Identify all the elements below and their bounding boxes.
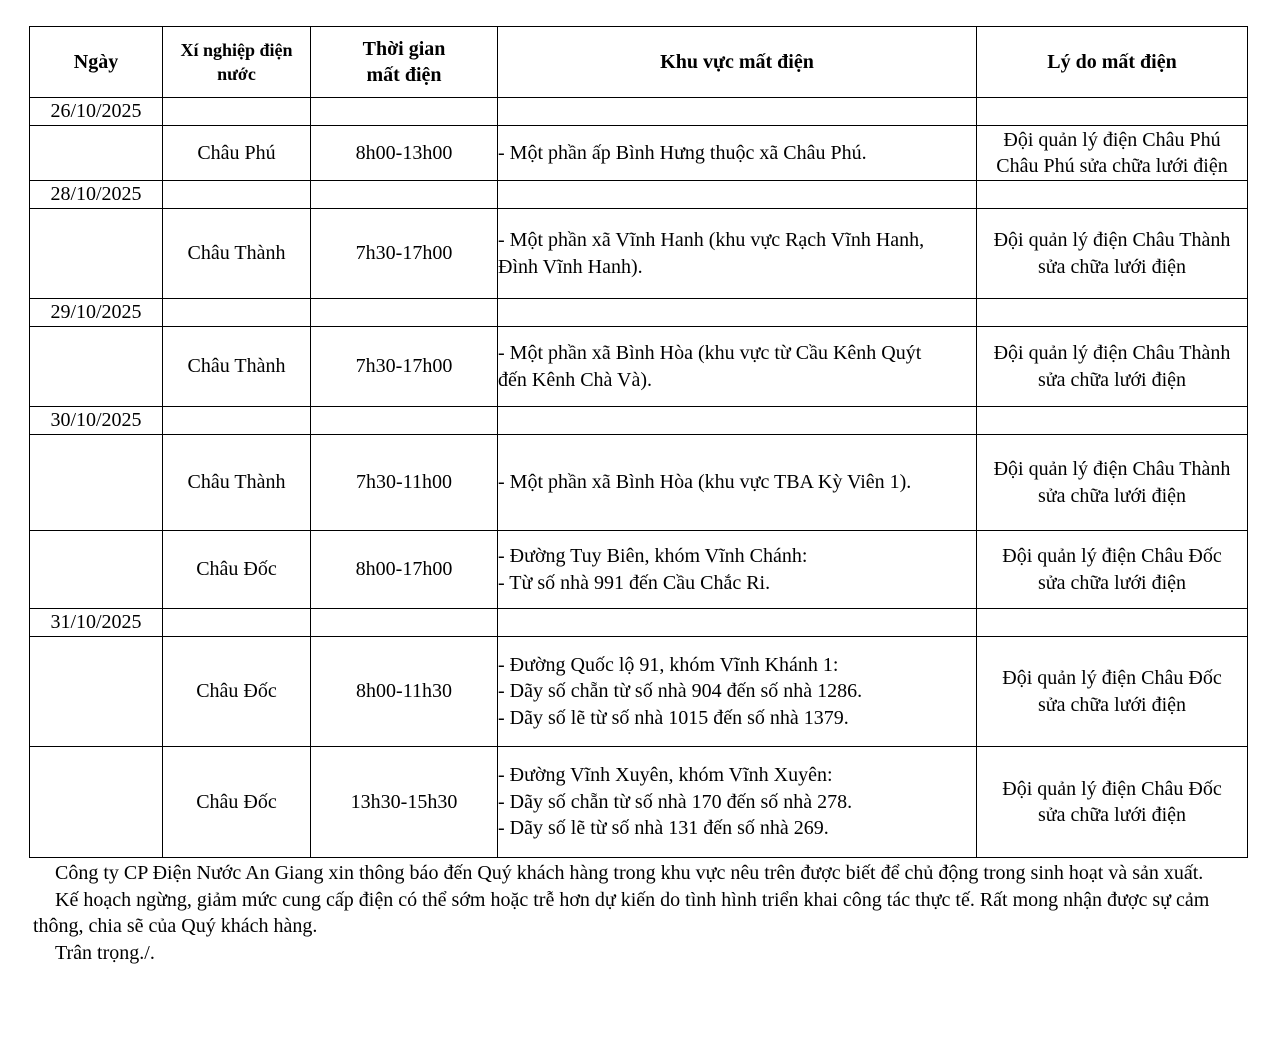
empty-date-cell [30, 327, 163, 407]
enterprise-cell: Châu Thành [163, 327, 311, 407]
reason-cell [977, 435, 1248, 531]
outage-row [30, 531, 1248, 609]
empty-cell [163, 299, 311, 327]
empty-cell [977, 181, 1248, 209]
outage-row [30, 209, 1248, 299]
time-cell: 8h00-17h00 [311, 531, 498, 609]
enterprise-cell: Châu Thành [163, 209, 311, 299]
empty-cell [311, 299, 498, 327]
reason-line: Châu Phú sửa chữa lưới điện [996, 155, 1228, 177]
area-line: - Dãy số lẽ từ số nhà 131 đến số nhà 269. [498, 817, 829, 840]
reason-cell [977, 209, 1248, 299]
area-line: - Đường Vĩnh Xuyên, khóm Vĩnh Xuyên: [498, 764, 833, 787]
empty-date-cell [30, 126, 163, 181]
area-line: - Dãy số lẽ từ số nhà 1015 đến số nhà 1379. [498, 706, 849, 729]
empty-cell [163, 181, 311, 209]
notice-footer [33, 860, 1238, 966]
empty-cell [163, 407, 311, 435]
reason-cell [977, 126, 1248, 181]
date-cell: 29/10/2025 [30, 299, 163, 327]
area-line: - Đường Tuy Biên, khóm Vĩnh Chánh: [498, 545, 808, 567]
reason-cell [977, 637, 1248, 747]
empty-cell [498, 609, 977, 637]
time-cell: 7h30-17h00 [311, 209, 498, 299]
reason-line: sửa chữa lưới điện [1037, 693, 1187, 716]
area-line: - Một phần xã Bình Hòa (khu vực từ Cầu Kênh Quýt [498, 342, 922, 364]
empty-cell [163, 609, 311, 637]
empty-date-cell [30, 531, 163, 609]
empty-cell [977, 407, 1248, 435]
empty-cell [498, 181, 977, 209]
header-enterprise: Xí nghiệp điện nước [163, 27, 311, 98]
time-cell: 13h30-15h30 [311, 747, 498, 858]
outage-row [30, 637, 1248, 747]
reason-line: sửa chữa lưới điện [1037, 571, 1187, 594]
time-cell: 8h00-13h00 [311, 126, 498, 181]
empty-cell [498, 299, 977, 327]
reason-cell [977, 747, 1248, 858]
table-body [30, 98, 1248, 858]
empty-cell [163, 98, 311, 126]
empty-cell [977, 299, 1248, 327]
reason-line: Đội quản lý điện Châu Đốc [1002, 545, 1222, 567]
area-cell [498, 747, 977, 858]
date-cell: 31/10/2025 [30, 609, 163, 637]
date-row [30, 181, 1248, 209]
date-row [30, 98, 1248, 126]
area-line: - Dãy số chẵn từ số nhà 904 đến số nhà 1286. [498, 680, 863, 703]
empty-cell [977, 609, 1248, 637]
reason-line: sửa chữa lưới điện [1037, 804, 1187, 826]
area-line: - Một phần ấp Bình Hưng thuộc xã Châu Phú. [498, 141, 867, 164]
date-row [30, 407, 1248, 435]
header-date: Ngày [30, 27, 163, 98]
area-cell [498, 637, 977, 747]
reason-line: Đội quản lý điện Châu Phú [1003, 128, 1221, 151]
empty-date-cell [30, 435, 163, 531]
area-line: - Một phần xã Vĩnh Hanh (khu vực Rạch Vĩnh Hanh, [498, 229, 925, 251]
enterprise-cell: Châu Đốc [163, 531, 311, 609]
reason-cell [977, 531, 1248, 609]
header-reason: Lý do mất điện [977, 27, 1248, 98]
empty-cell [311, 609, 498, 637]
enterprise-cell: Châu Thành [163, 435, 311, 531]
empty-date-cell [30, 747, 163, 858]
area-cell [498, 126, 977, 181]
area-line: - Từ số nhà 991 đến Cầu Chắc Ri. [498, 571, 771, 594]
header-time: Thời gian mất điện [311, 27, 498, 98]
empty-cell [498, 407, 977, 435]
outage-row [30, 126, 1248, 181]
date-cell: 30/10/2025 [30, 407, 163, 435]
time-cell: 7h30-11h00 [311, 435, 498, 531]
reason-line: Đội quản lý điện Châu Đốc [1002, 777, 1222, 800]
time-cell: 8h00-11h30 [311, 637, 498, 747]
enterprise-cell: Châu Phú [163, 126, 311, 181]
date-cell: 26/10/2025 [30, 98, 163, 126]
closing-text: Trân trọng./. [55, 941, 155, 964]
area-cell [498, 531, 977, 609]
date-cell: 28/10/2025 [30, 181, 163, 209]
outage-row [30, 747, 1248, 858]
header-row [30, 27, 1248, 98]
notice-paragraph-1: Công ty CP Điện Nước An Giang xin thông báo đến Quý khách hàng trong khu vực nêu trên được biết để chủ động trong sinh hoạt và sản xuất. [55, 862, 1204, 884]
reason-line: sửa chữa lưới điện [1037, 484, 1187, 507]
outage-row [30, 327, 1248, 407]
empty-date-cell [30, 209, 163, 299]
reason-line: sửa chữa lưới điện [1037, 255, 1187, 278]
empty-date-cell [30, 637, 163, 747]
date-row [30, 609, 1248, 637]
area-line: - Một phần xã Bình Hòa (khu vực TBA Kỳ Viên 1). [498, 471, 912, 494]
reason-line: Đội quản lý điện Châu Thành [993, 342, 1231, 364]
time-cell: 7h30-17h00 [311, 327, 498, 407]
area-cell [498, 327, 977, 407]
empty-cell [311, 407, 498, 435]
empty-cell [498, 98, 977, 126]
reason-cell [977, 327, 1248, 407]
area-line: Đình Vĩnh Hanh). [498, 255, 643, 278]
reason-line: Đội quản lý điện Châu Thành [993, 229, 1231, 251]
area-line: đến Kênh Chà Và). [498, 368, 653, 391]
outage-schedule-table [29, 26, 1248, 858]
empty-cell [311, 98, 498, 126]
area-line: - Dãy số chẵn từ số nhà 170 đến số nhà 278. [498, 790, 853, 813]
area-cell [498, 435, 977, 531]
notice-paragraph-2: Kế hoạch ngừng, giảm mức cung cấp điện có thể sớm hoặc trễ hơn dự kiến do tình hình triển khai công tác thực tế. Rất mong nhận được sự cảm thông, chia sẽ của Quý khách hàng. [33, 888, 1210, 937]
reason-line: sửa chữa lưới điện [1037, 368, 1187, 391]
reason-line: Đội quản lý điện Châu Đốc [1002, 667, 1222, 689]
outage-row [30, 435, 1248, 531]
empty-cell [311, 181, 498, 209]
date-row [30, 299, 1248, 327]
area-line: - Đường Quốc lộ 91, khóm Vĩnh Khánh 1: [498, 653, 839, 676]
header-area: Khu vực mất điện [498, 27, 977, 98]
enterprise-cell: Châu Đốc [163, 637, 311, 747]
empty-cell [977, 98, 1248, 126]
reason-line: Đội quản lý điện Châu Thành [993, 458, 1231, 480]
area-cell [498, 209, 977, 299]
enterprise-cell: Châu Đốc [163, 747, 311, 858]
